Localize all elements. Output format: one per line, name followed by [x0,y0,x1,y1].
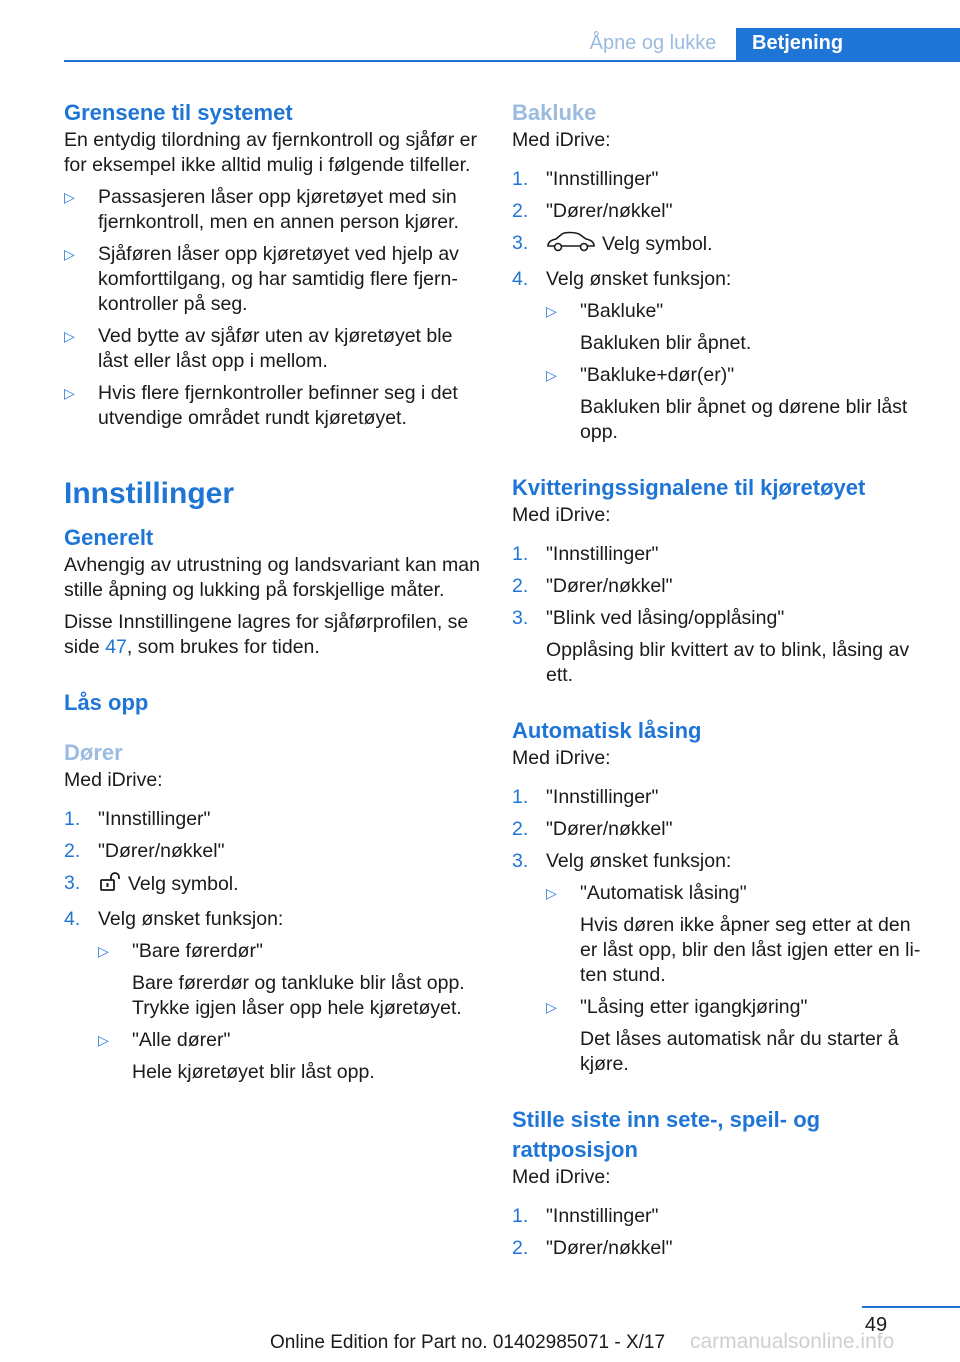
autolock-heading: Automatisk låsing [512,718,702,743]
settings-heading: Innstillinger [64,477,235,510]
list-item: 3. "Blink ved låsing/opplåsing" Opplåsing blir kvittert av to blink, låsing av ett. [512,607,910,686]
limits-heading: Grensene til systemet [64,100,293,125]
with-idrive: Med iDrive: [512,129,611,151]
list-item: ▷ "Bare førerdør" Bare førerdør og tankluke blir låst opp. Trykke igjen låser opp hele kjøretøyet. [98,939,480,1021]
list-item: 1. "Innstillinger" [512,1205,659,1227]
autolock-options [546,881,932,1077]
list-item: 1. "Innstillinger" [512,168,659,190]
footer-rule [862,1306,960,1308]
list-item: ▷ Sjåføren låser opp kjøretøyet ved hjelp av komforttilgang, og har samtidig flere fjernkontroller på seg. [64,242,480,317]
unlock-heading: Lås opp [64,690,149,715]
header-tab[interactable]: Betjening [736,28,960,60]
list-item: ▷ "Bakluke+dør(er)" Bakluken blir åpnet og dørene blir låst opp. [546,363,932,445]
header-chapter: Åpne og lukke [589,32,717,54]
list-item: 2. "Dører/nøkkel" [512,818,673,840]
tailgate-steps [512,167,932,445]
page-number: 49 [864,1314,888,1336]
ack-steps [512,542,932,688]
limits-bullets [64,185,480,431]
tailgate-heading: Bakluke [512,100,597,125]
list-item: 1. "Innstillinger" [512,543,659,565]
memory-steps [512,1204,932,1261]
list-item: 2. "Dører/nøkkel" [512,200,673,222]
list-item: ▷ "Alle dører" Hele kjøretøyet blir låst opp. [98,1028,480,1085]
list-item: 2. "Dører/nøkkel" [64,840,225,862]
ack-heading: Kvitteringssignalene til kjøretøyet [512,475,866,500]
list-item: 3. Velg symbol. [512,231,932,260]
list-item: 2. "Dører/nøkkel" [512,575,673,597]
list-item: ▷ "Låsing etter igangkjøring" Det låses automatisk når du starter å kjøre. [546,995,932,1077]
list-item: 3. Velg symbol. [64,871,480,900]
watermark: carmanualsonline.info [690,1330,895,1353]
page-link[interactable]: 47 [105,636,127,658]
general-p1: Avhengig av utrustning og landsvariant kan man stille åpning og lukking på forskjellige måter. [64,554,480,601]
list-item: 1. "Innstillinger" [64,808,211,830]
edition-note: Online Edition for Part no. 01402985071 - X/17 [270,1332,666,1353]
list-item: 1. "Innstillinger" [512,786,659,808]
general-p2 [64,610,480,660]
tailgate-options [546,299,932,445]
list-item: 2. "Dører/nøkkel" [512,1237,673,1259]
doors-heading: Dører [64,740,123,765]
unlock-options [98,939,480,1085]
general-p2-b: , som brukes for tiden. [126,636,320,658]
with-idrive: Med iDrive: [512,747,611,769]
list-item: 3. Velg ønsket funksjon: ▷ "Automatisk låsing" Hvis døren ikke åpner seg etter at den er låst opp, blir den låst igjen etter en liten stund. ▷ "Låsing etter igangkjøring" Det låses automatisk når du starter å kjøre. [512,849,932,1077]
list-item: 4. Velg ønsket funksjon: ▷ "Bakluke" Bakluken blir åpnet. ▷ "Bakluke+dør(er)" Bakluken blir åpnet og dørene blir låst opp. [512,267,932,445]
left-column [64,98,480,1092]
header-rule [64,60,960,62]
unlock-icon [98,871,122,900]
with-idrive: Med iDrive: [512,504,611,526]
general-heading: Generelt [64,525,154,550]
unlock-steps [64,807,480,1085]
general-p2-a: Disse Innstillingene lagres for sjåførprofilen, se side [64,611,469,658]
list-item: ▷ Hvis flere fjernkontroller befinner seg i det utvendige området rundt kjøretøyet. [64,381,480,431]
list-item: ▷ Passasjeren låser opp kjøretøyet med sin fjernkontroll, men en annen person kjører. [64,185,480,235]
list-item: 4. Velg ønsket funksjon: ▷ "Bare førerdør" Bare førerdør og tankluke blir låst opp. Trykke igjen låser opp hele kjøretøyet. ▷ "Alle dører" Hele kjøretøyet blir låst opp. [64,907,480,1085]
limits-intro: En entydig tilordning av fjernkontroll og sjåfør er for eksempel ikke alltid mulig i følgende tilfeller. [64,129,477,176]
with-idrive: Med iDrive: [512,1166,611,1188]
list-item: ▷ Ved bytte av sjåfør uten av kjøretøyet ble låst eller låst opp i mellom. [64,324,480,374]
list-item: ▷ "Bakluke" Bakluken blir åpnet. [546,299,932,356]
right-column [512,98,932,1268]
list-item: ▷ "Automatisk låsing" Hvis døren ikke åpner seg etter at den er låst opp, blir den låst igjen etter en liten stund. [546,881,932,988]
autolock-steps [512,785,932,1077]
memory-heading: Stille siste inn sete-, speil- og rattposisjon [512,1107,821,1162]
with-idrive: Med iDrive: [64,769,163,791]
car-icon [546,231,596,260]
